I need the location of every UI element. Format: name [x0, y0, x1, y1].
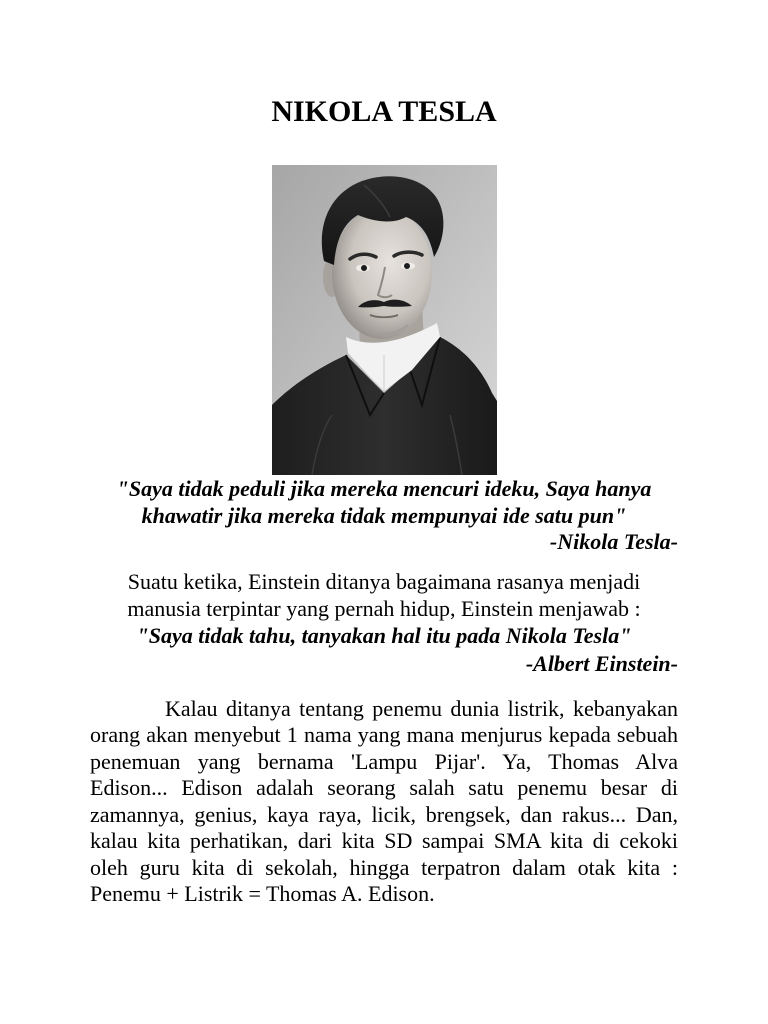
einstein-quote: "Saya tidak tahu, tanyakan hal itu pada Nikola Tesla" [136, 623, 632, 649]
einstein-text-line: manusia terpintar yang pernah hidup, Einstein menjawab : [127, 596, 641, 622]
paragraph-line: orang akan menyebut 1 nama yang mana menjurus kepada sebuah [90, 722, 678, 748]
body-paragraph [90, 696, 678, 908]
tesla-quote-line: "Saya tidak peduli jika mereka mencuri ideku, Saya hanya [116, 476, 652, 501]
paragraph-line: oleh guru kita di sekolah, hingga terpatron dalam otak kita : [90, 854, 678, 880]
paragraph-line: kalau kita perhatikan, dari kita SD sampai SMA kita di cekoki [90, 828, 678, 854]
paragraph-line: zamannya, genius, kaya raya, licik, brengsek, dan rakus... Dan, [90, 801, 678, 827]
paragraph-line: Edison... Edison adalah seorang salah satu penemu besar di [90, 775, 678, 801]
tesla-portrait [272, 165, 497, 475]
einstein-text-line: Suatu ketika, Einstein ditanya bagaimana rasanya menjadi [127, 569, 641, 594]
einstein-anecdote [90, 568, 678, 677]
einstein-quote-attribution: -Albert Einstein- [525, 650, 678, 676]
paragraph-line: Kalau ditanya tentang penemu dunia listrik, kebanyakan [165, 696, 678, 721]
tesla-quote-attribution: -Nikola Tesla- [549, 529, 678, 554]
paragraph-line: Penemu + Listrik = Thomas A. Edison. [90, 881, 435, 907]
page-title: NIKOLA TESLA [271, 95, 497, 128]
tesla-quote [90, 476, 678, 556]
tesla-quote-line: khawatir jika mereka tidak mempunyai ide satu pun" [141, 502, 627, 528]
paragraph-line: penemuan yang bernama 'Lampu Pijar'. Ya, Thomas Alva [90, 748, 678, 774]
